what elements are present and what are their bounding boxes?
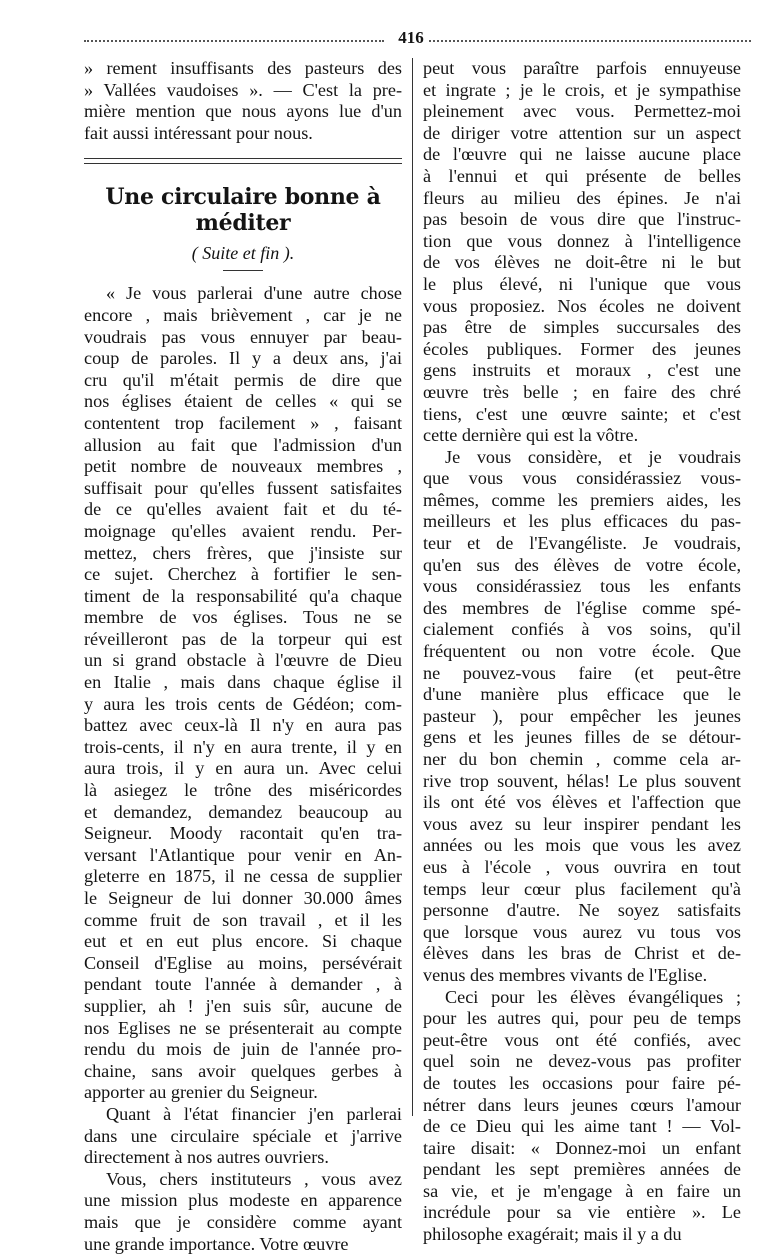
paragraph [84, 283, 402, 1104]
text-line: de l'œuvre qui ne laisse aucune place [423, 144, 741, 166]
text-line: vous avez su leur inspirer pendant les [423, 814, 741, 836]
text-line: de vos élèves ne doit-être ni le but [423, 252, 741, 274]
text-line: dans une circulaire spéciale et j'arrive [84, 1126, 402, 1148]
article-separator [84, 158, 402, 164]
paragraph [423, 58, 741, 447]
text-line: Quant à l'état financier j'en parlerai [84, 1104, 402, 1126]
text-line: cette dernière qui est la vôtre. [423, 425, 741, 447]
text-line: pour les autres qui, pour peu de temps [423, 1008, 741, 1030]
text-line: œuvre très belle ; en faire des chré [423, 382, 741, 404]
text-line: nétrer dans leurs jeunes cœurs l'amour [423, 1095, 741, 1117]
text-line: Vous, chers instituteurs , vous avez [84, 1169, 402, 1191]
text-line: venus des membres vivants de l'Eglise. [423, 965, 741, 987]
article-title: Une circulaire bonne à méditer [84, 184, 402, 236]
paragraph [423, 987, 741, 1246]
text-line: cialement confiés à vos soins, qu'il [423, 619, 741, 641]
text-line: taire disait: « Donnez-moi un enfant [423, 1138, 741, 1160]
text-line: en Italie , mais dans chaque église il [84, 672, 402, 694]
page-header [84, 28, 751, 50]
text-line: personne d'autre. Ne soyez satisfaits [423, 900, 741, 922]
text-line: pasteur ), pour empêcher les jeunes [423, 706, 741, 728]
text-line: années ou les mois que vous les avez [423, 835, 741, 857]
text-line: élèves dans les bras de Christ et de- [423, 943, 741, 965]
text-line: le Seigneur de lui donner 30.000 âmes [84, 888, 402, 910]
text-line: contentent trop facilement » , faisant [84, 413, 402, 435]
text-line: qu'en sus des élèves de votre école, [423, 555, 741, 577]
text-line: que lorsque vous aurez vu tous vos [423, 922, 741, 944]
text-line: » Vallées vaudoises ». — C'est la pre- [84, 80, 402, 102]
text-line: supplier, ah ! j'en suis sûr, aucune de [84, 996, 402, 1018]
text-line: une grande importance. Votre œuvre [84, 1234, 402, 1255]
text-line: nos Eglises ne se présenterait au compte [84, 1018, 402, 1040]
text-line: une mission plus modeste en apparence [84, 1190, 402, 1212]
text-line: Conseil d'Eglise au moins, persévérait [84, 953, 402, 975]
header-rule-left [84, 40, 384, 42]
text-line: encore , mais brièvement , car je ne [84, 305, 402, 327]
text-line: battez avec ceux-là Il n'y en aura pas [84, 715, 402, 737]
text-line: comme fruit de son travail , et il les [84, 910, 402, 932]
right-column [423, 58, 741, 1246]
text-line: fréquentent ou non votre école. Que [423, 641, 741, 663]
text-line: mêmes, comme les premiers aides, les [423, 490, 741, 512]
text-line: eut et en eut plus encore. Si chaque [84, 931, 402, 953]
text-line: moignage qu'elles avaient rendu. Per- [84, 521, 402, 543]
text-line: suffisait pour qu'elles fussent satisfaites [84, 478, 402, 500]
text-line: mière mention que nous ayons lue d'un [84, 101, 402, 123]
text-line: membre de vos églises. Tous ne se [84, 607, 402, 629]
text-line: vous proposiez. Nos écoles ne doivent [423, 296, 741, 318]
text-line: y aura les trois cents de Gédéon; com- [84, 694, 402, 716]
text-line: ne pouvez-vous faire (et peut-être [423, 663, 741, 685]
text-line: apporter au grenier du Seigneur. [84, 1082, 402, 1104]
text-line: à l'ennui et qui présente de belles [423, 166, 741, 188]
paragraph [84, 1169, 402, 1255]
text-line: Seigneur. Moody racontait qu'en tra- [84, 823, 402, 845]
text-line: peut vous paraître parfois ennuyeuse [423, 58, 741, 80]
text-line: mettez, chers frères, que j'insiste sur [84, 543, 402, 565]
text-line: un si grand obstacle à l'œuvre de Dieu [84, 650, 402, 672]
text-line: tion que vous donnez à l'intelligence [423, 231, 741, 253]
text-line: vous considérassiez tous les enfants [423, 576, 741, 598]
text-line: allusion au fait que l'admission d'un [84, 435, 402, 457]
text-line: temps leur cœur plus facilement qu'à [423, 879, 741, 901]
title-rule [223, 270, 263, 271]
text-line: voudrais pas vous ennuyer par beau- [84, 327, 402, 349]
text-line: chaine, sans avoir quelques gerbes à [84, 1061, 402, 1083]
column-divider [412, 58, 413, 1116]
text-line: là asiegez le trône des miséricordes [84, 780, 402, 802]
text-line: cru qu'il m'était permis de dire que [84, 370, 402, 392]
text-line: » rement insuffisants des pasteurs des [84, 58, 402, 80]
text-line: fleurs au milieu des épines. Je n'ai [423, 188, 741, 210]
text-line: et demandez, demandez beaucoup au [84, 802, 402, 824]
text-line: eus à l'école , vous ouvrira en tout [423, 857, 741, 879]
text-line: trois-cents, il n'y en aura trente, il y en [84, 737, 402, 759]
text-line: quel soin ne devez-vous pas profiter [423, 1051, 741, 1073]
text-line: le plus élevé, ni l'unique que vous [423, 274, 741, 296]
text-line: versant l'Atlantique pour venir en An- [84, 845, 402, 867]
text-line: Ceci pour les élèves évangéliques ; [423, 987, 741, 1009]
text-line: pendant toute l'année à demander , à [84, 974, 402, 996]
text-line: sa vie, et je m'engage à en faire un [423, 1181, 741, 1203]
text-line: des membres de l'église comme spé- [423, 598, 741, 620]
text-line: gens et les jeunes filles de se détour- [423, 727, 741, 749]
article-subtitle: ( Suite et fin ). [84, 242, 402, 264]
text-line: ils ont été vos élèves et l'affection que [423, 792, 741, 814]
text-line: gleterre en 1875, il ne cessa de supplier [84, 866, 402, 888]
previous-article-ending [84, 58, 402, 144]
text-line: et ingrate ; je le crois, et je sympathise [423, 80, 741, 102]
text-line: petit nombre de nouveaux membres , [84, 456, 402, 478]
text-line: écoles publiques. Former des jeunes [423, 339, 741, 361]
text-line: nos églises étaient de celles « qui se [84, 391, 402, 413]
text-line: d'une manière plus efficace que le [423, 684, 741, 706]
text-line: pendant les sept premières années de [423, 1159, 741, 1181]
page-number: 416 [394, 28, 428, 48]
text-line: rive trop souvent, hélas! Le plus souvent [423, 771, 741, 793]
text-line: de diriger votre attention sur un aspect [423, 123, 741, 145]
text-line: aura trois, il y en aura un. Avec celui [84, 758, 402, 780]
text-line: pas besoin de vous dire que l'instruc- [423, 209, 741, 231]
text-line: philosophe exagérait; mais il y a du [423, 1224, 741, 1246]
text-line: ce sujet. Cherchez à fortifier le sen- [84, 564, 402, 586]
text-line: de toutes les occasions pour faire pé- [423, 1073, 741, 1095]
text-line: mais que je considère comme ayant [84, 1212, 402, 1234]
text-line: « Je vous parlerai d'une autre chose [84, 283, 402, 305]
text-line: coup de paroles. Il y a deux ans, j'ai [84, 348, 402, 370]
left-column [84, 58, 402, 1255]
text-line: Je vous considère, et je voudrais [423, 447, 741, 469]
text-line: de ce qu'elles avaient fait et du té- [84, 499, 402, 521]
text-line: meilleurs et les plus efficaces du pas- [423, 511, 741, 533]
header-rule-right [429, 40, 751, 42]
text-line: rendu du mois de juin de l'année pro- [84, 1039, 402, 1061]
text-line: que vous vous considérassiez vous- [423, 468, 741, 490]
text-line: gens instruits et moraux , c'est une [423, 360, 741, 382]
text-line: pleinement avec vous. Permettez-moi [423, 101, 741, 123]
text-line: réveilleront pas de la torpeur qui est [84, 629, 402, 651]
paragraph [423, 447, 741, 987]
text-line: teur et de l'Evangéliste. Je voudrais, [423, 533, 741, 555]
text-line: fait aussi intéressant pour nous. [84, 123, 402, 145]
text-line: de ce Dieu qui les aime tant ! — Vol- [423, 1116, 741, 1138]
text-line: ner du bon chemin , comme cela ar- [423, 749, 741, 771]
text-line: incrédule pour sa vie entière ». Le [423, 1202, 741, 1224]
paragraph [84, 1104, 402, 1169]
text-line: tiens, c'est une œuvre sainte; et c'est [423, 404, 741, 426]
text-line: peut-être vous ont été confiés, avec [423, 1030, 741, 1052]
text-line: pas être de simples succursales des [423, 317, 741, 339]
text-line: directement à nos autres ouvriers. [84, 1147, 402, 1169]
text-line: timent de la responsabilité qu'a chaque [84, 586, 402, 608]
